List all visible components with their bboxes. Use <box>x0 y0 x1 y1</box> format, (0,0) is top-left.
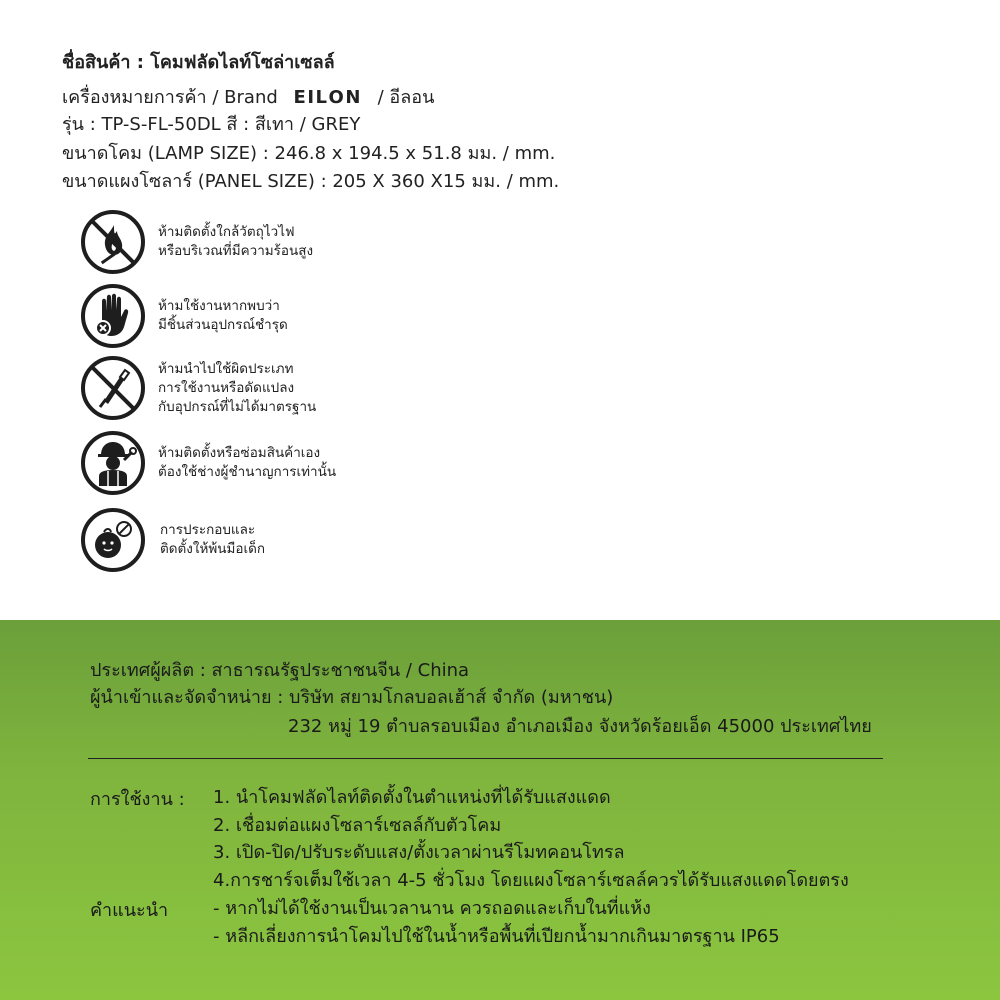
product-name: ชื่อสินค้า : โคมฟลัดไลท์โซล่าเซลล์ <box>62 52 335 73</box>
panel-size-line: ขนาดแผงโซลาร์ (PANEL SIZE) : 205 X 360 X15 มม. / mm. <box>62 171 560 192</box>
no-modify-icon <box>80 355 146 421</box>
model-line: รุ่น : TP-S-FL-50DL สี : สีเทา / GREY <box>62 114 361 135</box>
section-divider <box>88 758 883 759</box>
warning-line: ต้องใช้ช่างผู้ชำนาญการเท่านั้น <box>158 464 337 480</box>
warning-line: ห้ามใช้งานหากพบว่า <box>158 298 280 314</box>
damaged-hand-icon <box>80 283 146 349</box>
warning-item <box>80 209 313 275</box>
country-of-origin: ประเทศผู้ผลิต : สาธารณรัฐประชาชนจีน / China <box>90 660 470 681</box>
importer: ผู้นำเข้าและจัดจำหน่าย : บริษัท สยามโกลบอลเฮ้าส์ จำกัด (มหาชน) <box>90 687 614 708</box>
warning-line: ติดตั้งให้พ้นมือเด็ก <box>160 541 266 557</box>
brand-suffix: / อีลอน <box>377 87 435 108</box>
warning-line: หรือบริเวณที่มีความร้อนสูง <box>158 243 314 259</box>
child-icon <box>80 507 146 573</box>
warning-line: ห้ามติดตั้งใกล้วัตถุไวไฟ <box>158 224 295 240</box>
warning-item <box>80 507 265 573</box>
warning-line: ห้ามติดตั้งหรือซ่อมสินค้าเอง <box>158 445 321 461</box>
usage-step: 2. เชื่อมต่อแผงโซลาร์เซลล์กับตัวโคม <box>213 815 502 836</box>
importer-address: 232 หมู่ 19 ตำบลรอบเมือง อำเภอเมือง จังหวัดร้อยเอ็ด 45000 ประเทศไทย <box>288 716 872 737</box>
brand-prefix: เครื่องหมายการค้า / Brand <box>62 87 278 108</box>
advice-item: - หากไม่ได้ใช้งานเป็นเวลานาน ควรถอดและเก็บในที่แห้ง <box>213 898 651 919</box>
warning-item <box>80 355 316 421</box>
usage-step: 1. นำโคมฟลัดไลท์ติดตั้งในตำแหน่งที่ได้รับแสงแดด <box>213 787 611 808</box>
advice-item: - หลีกเลี่ยงการนำโคมไปใช้ในน้ำหรือพื้นที่เปียกน้ำมากเกินมาตรฐาน IP65 <box>213 926 780 947</box>
usage-label: การใช้งาน : <box>90 789 185 810</box>
warning-item <box>80 430 336 496</box>
advice-label: คำแนะนำ <box>90 900 169 921</box>
usage-step: 3. เปิด-ปิด/ปรับระดับแสง/ตั้งเวลาผ่านรีโมทคอนโทรล <box>213 842 625 863</box>
warning-line: การประกอบและ <box>160 522 256 538</box>
warning-line: การใช้งานหรือดัดแปลง <box>158 379 295 396</box>
warning-item <box>80 283 288 349</box>
warning-line: ห้ามนำไปใช้ผิดประเภท <box>158 360 294 377</box>
eilon-logo: EILON <box>293 87 362 108</box>
warning-line: มีชิ้นส่วนอุปกรณ์ชำรุด <box>158 317 288 333</box>
usage-step: 4.การชาร์จเต็มใช้เวลา 4-5 ชั่วโมง โดยแผงโซลาร์เซลล์ควรได้รับแสงแดดโดยตรง <box>213 870 849 891</box>
warning-line: กับอุปกรณ์ที่ไม่ได้มาตรฐาน <box>158 398 317 415</box>
no-fire-icon <box>80 209 146 275</box>
brand-line <box>62 85 434 111</box>
lamp-size-line: ขนาดโคม (LAMP SIZE) : 246.8 x 194.5 x 51.8 มม. / mm. <box>62 143 556 164</box>
technician-icon <box>80 430 146 496</box>
